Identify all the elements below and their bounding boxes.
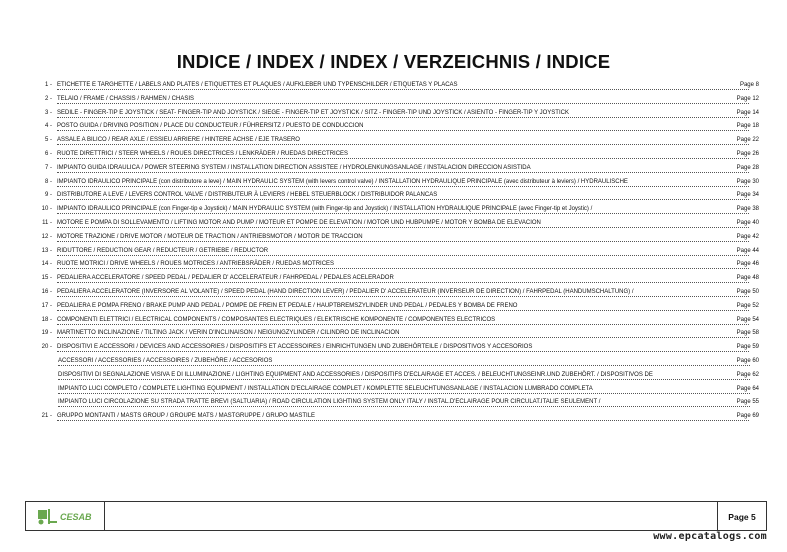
toc-entry-title-wrap [57,203,750,217]
toc-entry[interactable] [30,120,760,134]
toc-entry-number: 20 - [41,344,52,351]
toc-entry-title-wrap [58,383,751,397]
toc-entry-title: DISPOSITIVI DI SEGNALAZIONE VISIVA E DI ILLUMINAZIONE / LIGHTING EQUIPMENT AND ACCESSORIES / DISPOSITIFS D'ECLAIRAGE ET ACCES. / BELEUCHTUNGSEINR.UND ZUBEHÖRT. / DISPOSITIVOS DE [58,371,653,378]
toc-entry[interactable] [30,410,760,424]
toc-entry-title: ASSALE A BILICO / REAR AXLE / ESSIEU ARRIERE / HINTERE ACHSE / EJE TRASERO [57,137,300,144]
toc-entry-title: IMPIANTO IDRAULICO PRINCIPALE (con distributore a leve) / MAIN HYDRAULIC SYSTEM (with levers control valve) / INSTALLATION HYDRAULIQUE PRINCIPALE (avec distributeur à leviers) / HYDRAULISCHE [57,178,628,185]
toc-entry-number: 9 - [44,192,52,199]
toc-entry-title: ACCESSORI / ACCESSORIES / ACCESSOIRES / ZUBEHÖRE / ACCESORIOS [58,357,273,364]
toc-entry-page: Page 22 [736,137,759,144]
toc-entry[interactable] [30,93,760,107]
toc-entry-page: Page 38 [736,206,759,213]
toc-entry-title-wrap [57,176,750,190]
toc-entry-page: Page 18 [736,123,759,130]
toc-entry-title-wrap [57,189,750,203]
toc-entry-title-wrap [57,120,750,134]
toc-entry-title-wrap [57,258,750,272]
toc-entry-title: RIDUTTORE / REDUCTION GEAR / REDUCTEUR / GETRIEBE / REDUCTOR [57,247,269,254]
toc-entry-page: Page 12 [736,95,759,102]
toc-entry[interactable] [30,107,760,121]
toc-entry-page: Page 34 [736,192,759,199]
toc-entry-title-wrap [57,134,750,148]
toc-entry-number: 8 - [44,178,52,185]
toc-entry-number: 11 - [42,219,52,226]
toc-entry-page: Page 69 [736,413,759,420]
toc-entry-title: PEDALIERA ACCELERATORE (INVERSORE AL VOLANTE) / SPEED PEDAL (HAND DIRECTION LEVER) / PEDALIER D' ACCELERATEUR (INVERSEUR DE DIRECTION) / FAHRPEDAL (HANDUMSCHALTUNG) / [57,288,634,295]
toc-entry-page: Page 44 [736,247,759,254]
toc-entry-title-wrap [58,355,751,369]
toc-entry-title-wrap [57,300,750,314]
toc-entry-title-wrap [57,272,750,286]
toc-entry-page: Page 26 [736,150,759,157]
toc-entry[interactable] [30,341,760,355]
toc-entry-title: SEDILE - FINGER-TIP E JOYSTICK / SEAT- FINGER-TIP AND JOYSTICK / SIEGE - FINGER-TIP ET JOYSTICK / SITZ - FINGER-TIP UND JOYSTICK / ASIENTO - FINGER-TIP Y JOYSTICK [57,109,569,116]
toc-entry-title: POSTO GUIDA / DRIVING POSITION / PLACE DU CONDUCTEUR / FÜHRERSITZ / PUESTO DE CONDUCCION [57,123,364,130]
toc-entry-title-wrap [58,396,751,410]
toc-entry-page: Page 40 [736,219,759,226]
toc-entry-title-wrap [57,410,750,424]
toc-entry-page: Page 54 [736,316,759,323]
toc-entry-number: 2 - [44,95,52,102]
table-of-contents [30,79,760,424]
toc-entry[interactable] [30,148,760,162]
toc-entry[interactable] [30,286,760,300]
toc-entry[interactable] [30,203,760,217]
toc-entry-number: 3 - [44,109,52,116]
toc-entry-title-wrap [57,107,750,121]
toc-entry-title: IMPIANTO LUCI COMPLETO / COMPLETE LIGHTING EQUIPMENT / INSTALLATION D'ECLAIRAGE COMPLET / KOMPLETTE SELEUCHTUNGSANLAGE / INSTALACION LUMBRADO COMPLETA [58,385,593,392]
toc-entry-page: Page 46 [736,261,759,268]
toc-entry-title: IMPIANTO LUCI CIRCOLAZIONE SU STRADA TRATTE BREVI (SALTUARIA) / ROAD CIRCULATION LIGHTING SYSTEM ONLY ITALY / INSTAL.D'ECLAIRAGE POUR CIRCULAT.ITALIE SEULEMENT / [58,399,601,406]
toc-entry-number: 16 - [41,288,52,295]
toc-entry-number: 14 - [41,261,52,268]
toc-entry-page: Page 8 [739,82,759,88]
toc-entry-title-wrap [57,162,750,176]
toc-entry-number: 19 - [41,330,52,337]
toc-entry-page: Page 64 [736,385,759,392]
toc-entry-title: PEDALIERA E POMPA FRENO / BRAKE PUMP AND PEDAL / POMPE DE FREIN ET PEDALE / HAUPTBREMSZYLINDER UND PEDAL / PEDALES Y BOMBA DE FRENO [57,302,518,309]
toc-subentry[interactable] [30,396,760,410]
toc-entry-page: Page 55 [736,399,759,406]
toc-entry-title: TELAIO / FRAME / CHASSIS / RAHMEN / CHASIS [57,95,195,102]
toc-entry-title: IMPIANTO GUIDA IDRAULICA / POWER STEERING SYSTEM / INSTALLATION DIRECTION ASSISTEE / HYDROLENKUNGSANLAGE / INSTALACION DIRECCION ASISTIDA [57,164,531,171]
toc-entry-number: 10 - [41,206,52,213]
toc-entry[interactable] [30,258,760,272]
cesab-logo [26,502,105,530]
toc-entry-title-wrap [57,314,750,328]
page-footer [25,501,767,531]
toc-entry[interactable] [30,217,760,231]
toc-entry[interactable] [30,245,760,259]
toc-entry-title: MOTORE E POMPA DI SOLLEVAMENTO / LIFTING MOTOR AND PUMP / MOTEUR ET POMPE DE ELEVATION / MOTOR UND HUBPUMPE / MOTOR Y BOMBA DE ELEVACION [57,219,541,226]
toc-entry[interactable] [30,79,760,93]
toc-entry-title: COMPONENTI ELETTRICI / ELECTRICAL COMPONENTS / COMPOSANTES ELECTRIQUES / ELEKTRISCHE KOMPONENTE / COMPONENTES ELECTRICOS [57,316,496,323]
toc-entry[interactable] [30,327,760,341]
toc-entry-title: GRUPPO MONTANTI / MASTS GROUP / GROUPE MATS / MASTGRUPPE / GRUPO MASTILE [57,413,316,420]
toc-entry-title-wrap [57,327,750,341]
logo-text: CESAB [60,512,92,522]
toc-entry-number: 7 - [44,164,52,171]
toc-entry-page: Page 28 [736,164,759,171]
toc-entry-number: 1 - [44,82,52,88]
toc-entry[interactable] [30,300,760,314]
toc-entry-title-wrap [57,245,750,259]
toc-entry-title: MARTINETTO INCLINAZIONE / TILTING JACK / VERIN D'INCLINAISON / NEIGUNGZYLINDER / CILINDRO DE INCLINACION [57,330,400,337]
toc-entry[interactable] [30,189,760,203]
toc-entry-number: 18 - [41,316,52,323]
toc-entry-page: Page 60 [736,357,759,364]
toc-entry-number: 4 - [44,123,52,130]
toc-entry-title-wrap [58,369,751,383]
forklift-logo-icon [36,508,58,526]
toc-entry-page: Page 62 [736,371,759,378]
toc-entry-number: 13 - [41,247,52,254]
toc-entry-title-wrap [57,217,750,231]
toc-entry-page: Page 42 [736,233,759,240]
toc-entry-page: Page 30 [736,178,759,185]
toc-entry-title-wrap [57,286,750,300]
toc-entry-title: MOTORE TRAZIONE / DRIVE MOTOR / MOTEUR DE TRACTION / ANTRIEBSMOTOR / MOTOR DE TRACCION [57,233,363,240]
toc-entry-title: RUOTE MOTRICI / DRIVE WHEELS / ROUES MOTRICES / ANTRIEBSRÄDER / RUEDAS MOTRICES [57,261,335,268]
watermark-url: www.epcatalogs.com [653,531,767,542]
toc-entry-title: RUOTE DIRETTRICI / STEER WHEELS / ROUES DIRECTRICES / LENKRÄDER / RUEDAS DIRECTRICES [57,150,349,157]
toc-entry-title: PEDALIERA ACCELERATORE / SPEED PEDAL / PEDALIER D' ACCELERATEUR / FAHRPEDAL / PEDALES ACELERADOR [57,275,394,282]
toc-entry-page: Page 50 [736,288,759,295]
toc-entry-title-wrap [57,148,750,162]
toc-entry-number: 12 - [41,233,52,240]
page-number: Page 5 [717,502,766,530]
toc-entry[interactable] [30,134,760,148]
toc-entry-number: 21 - [41,413,52,420]
toc-entry-title-wrap [57,79,750,93]
toc-entry-title-wrap [57,341,750,355]
toc-entry[interactable] [30,162,760,176]
toc-entry-page: Page 14 [736,109,759,116]
toc-entry-page: Page 48 [736,275,759,282]
toc-entry-title-wrap [57,231,750,245]
toc-entry[interactable] [30,314,760,328]
toc-entry[interactable] [30,272,760,286]
toc-entry-title-wrap [57,93,750,107]
toc-entry-page: Page 59 [736,344,759,351]
toc-subentry[interactable] [30,383,760,397]
toc-entry-page: Page 58 [736,330,759,337]
page-title: INDICE / INDEX / INDEX / VERZEICHNIS / INDICE [176,51,611,72]
toc-entry-number: 17 - [41,302,52,309]
toc-entry-title: DISPOSITIVI E ACCESSORI / DEVICES AND ACCESSORIES / DISPOSITIFS ET ACCESSOIRES / EINRICHTUNGEN UND ZUBEHÖRTEILE / DISPOSITIVOS Y ACCESORIOS [57,344,533,351]
toc-entry-title: ETICHETTE E TARGHETTE / LABELS AND PLATES / ETIQUETTES ET PLAQUES / AUFKLEBER UND TYPENSCHILDER / ETIQUETAS Y PLACAS [57,82,458,88]
toc-entry-page: Page 52 [736,302,759,309]
toc-entry[interactable] [30,176,760,190]
toc-entry-title: IMPIANTO IDRAULICO PRINCIPALE (con Finger-tip e Joystick) / MAIN HYDRAULIC SYSTEM (with Finger-tip and Joystick) / INSTALLATION HYDRAULIQUE PRINCIPALE (avec Finger-tip et Joystic) / [57,206,593,213]
toc-entry-number: 6 - [44,150,52,157]
toc-subentry[interactable] [30,355,760,369]
toc-entry-number: 15 - [41,275,52,282]
toc-entry-title: DISTRIBUTORE A LEVE / LEVERS CONTROL VALVE / DISTRIBUTEUR À LEVIERS / HEBEL STEUERBLOCK / DISTRIBUIDOR PALANCAS [57,192,438,199]
toc-entry[interactable] [30,231,760,245]
toc-subentry[interactable] [30,369,760,383]
toc-entry-number: 5 - [44,137,52,144]
